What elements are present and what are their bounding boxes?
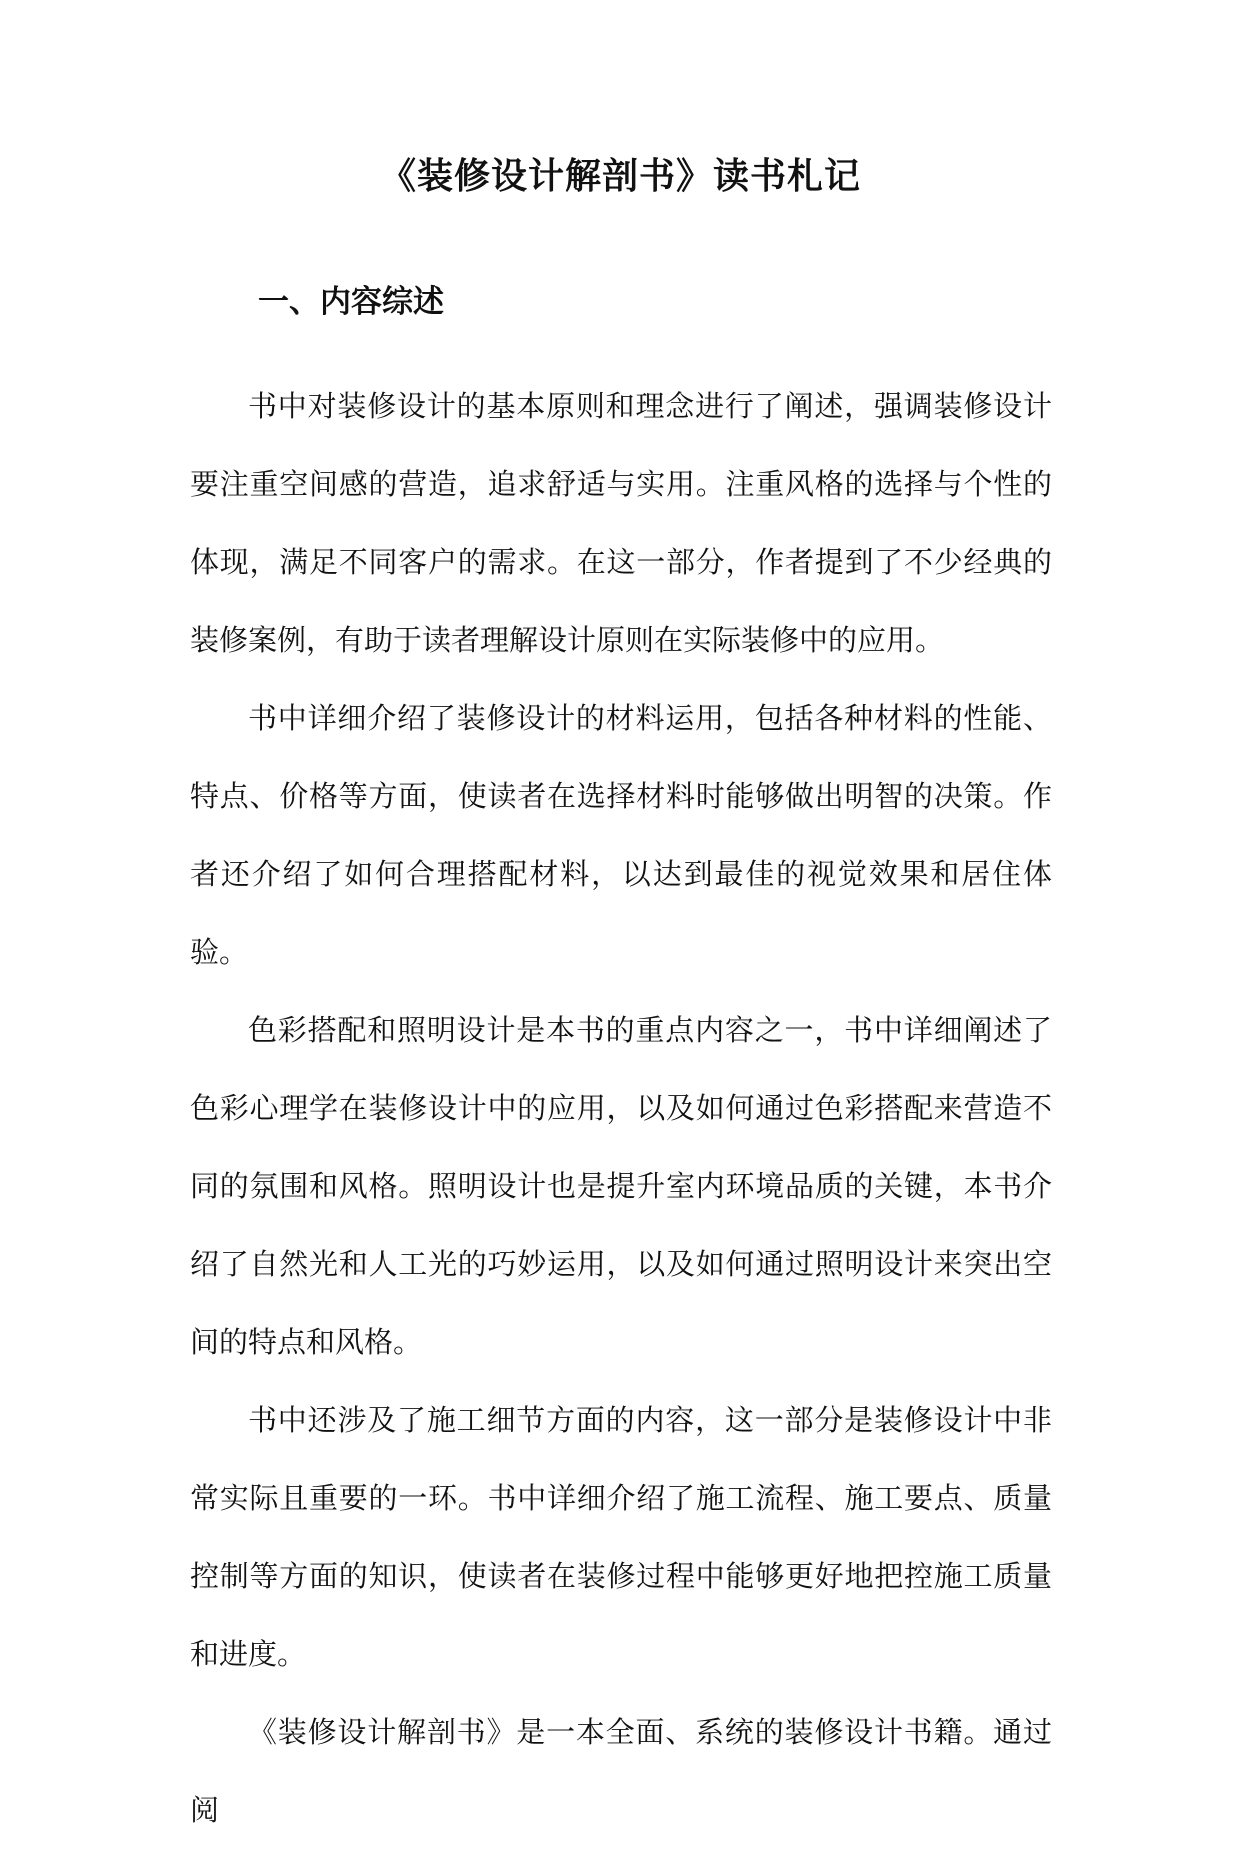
document-body: [190, 367, 1052, 1849]
paragraph-5: 《装修设计解剖书》是一本全面、系统的装修设计书籍。通过阅: [190, 1715, 1052, 1827]
document-title: 《装修设计解剖书》读书札记: [379, 155, 861, 197]
paragraph-4: 书中还涉及了施工细节方面的内容，这一部分是装修设计中非常实际且重要的一环。书中详细介绍了施工流程、施工要点、质量控制等方面的知识，使读者在装修过程中能够更好地把控施工质量和进度。: [190, 1403, 1052, 1671]
section-heading: 一、内容综述: [258, 284, 444, 320]
paragraph-3: 色彩搭配和照明设计是本书的重点内容之一，书中详细阐述了色彩心理学在装修设计中的应用，以及如何通过色彩搭配来营造不同的氛围和风格。照明设计也是提升室内环境品质的关键，本书介绍了自然光和人工光的巧妙运用，以及如何通过照明设计来突出空间的特点和风格。: [190, 1013, 1052, 1359]
paragraph-1: 书中对装修设计的基本原则和理念进行了阐述，强调装修设计要注重空间感的营造，追求舒适与实用。注重风格的选择与个性的体现，满足不同客户的需求。在这一部分，作者提到了不少经典的装修案例，有助于读者理解设计原则在实际装修中的应用。: [190, 389, 1052, 657]
paragraph-2: 书中详细介绍了装修设计的材料运用，包括各种材料的性能、特点、价格等方面，使读者在选择材料时能够做出明智的决策。作者还介绍了如何合理搭配材料，以达到最佳的视觉效果和居住体验。: [190, 701, 1052, 969]
